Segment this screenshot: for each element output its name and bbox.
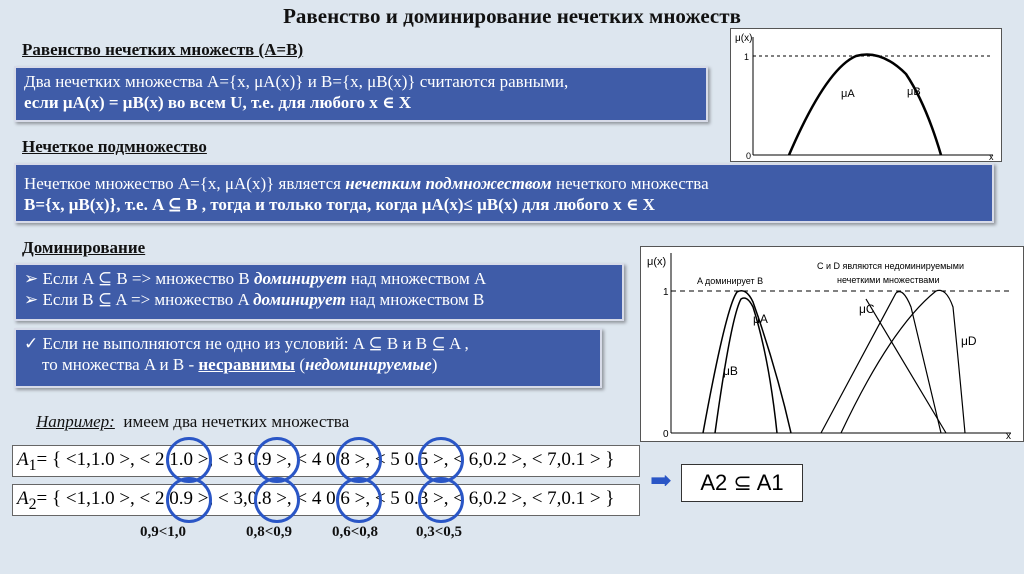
bullet-icon: ➢ [24,290,43,309]
plot1-zero: 0 [746,151,752,161]
checkmark-icon: ✓ [24,334,43,353]
highlight-circle [418,477,464,523]
incomparable-line1-text: Если не выполняются не одно из условий: A ⊆ B и B ⊆ A , [42,334,469,353]
mu-d-left [866,299,946,433]
plot1-ylabel: μ(x) [735,33,753,44]
equality-plot [730,28,1002,162]
plot2-label-a: μA [753,312,768,326]
dominance-item2-c: над множеством B [345,290,485,309]
dominance-item2-term: доминирует [253,290,346,309]
example-caption [36,412,349,432]
dominance-heading: Доминирование [22,238,146,257]
set-a1-sub: 1 [28,456,37,474]
plot2-note-right2: нечеткими множествами [837,275,940,285]
right-arrow-icon: ➡ [650,466,672,495]
dominance-item1-term: доминирует [254,269,347,288]
equality-line1: Два нечетких множества A={x, μA(x)} и B={x, μB(x)} считаются равными, [24,72,569,91]
plot1-label-a: μA [841,88,855,100]
plot1-one: 1 [744,52,750,62]
equality-line2: если μA(x) = μB(x) во всем U, т.е. для любого x ∈ X [24,93,412,112]
incomparable-box [14,328,602,388]
comparison-2: 0,8<0,9 [246,524,293,540]
highlight-circle [336,477,382,523]
dominance-item2-a: Если B ⊆ A => множество A [42,290,254,309]
plot2-one: 1 [663,287,669,298]
set-a2-body: = { <1,1.0 >, < 2 0.9 >, < 3,0.8 >, < 4 0.6 >, < 5 0.3 >, < 6,0.2 >, < 7,0.1 > } [36,488,615,509]
set-a1-name: A [17,449,29,470]
example-text: имеем два нечетких множества [123,412,350,431]
dominance-item1-c: над множеством A [346,269,487,288]
set-a2 [12,484,640,516]
plot2-label-c: μC [859,302,875,316]
comparison-3: 0,6<0,8 [332,524,379,540]
dominance-box [14,263,624,321]
dominance-item2 [24,289,614,310]
subset-line1-a: Нечеткое множество A={x, μA(x)} является [24,174,346,193]
highlight-circle [254,477,300,523]
bullet-icon: ➢ [24,269,43,288]
plot2-note-right1: C и D являются недоминируемыми [817,261,964,271]
equality-heading: Равенство нечетких множеств (A=B) [22,40,304,59]
incomparable-line2-e: ) [431,355,438,374]
dominance-plot [640,246,1024,442]
subset-box [14,163,994,223]
subset-line1-c: нечеткого множества [551,174,709,193]
incomparable-line2-c: ( [295,355,305,374]
plot2-ylabel: μ(x) [647,256,667,268]
incomparable-line2-a: то множества A и B - [42,355,199,374]
plot1-xlabel: x [989,152,994,161]
mu-a-curve [703,291,791,433]
plot2-label-b: μB [723,364,738,378]
subset-heading: Нечеткое подмножество [22,137,207,156]
plot2-zero: 0 [663,429,669,440]
mu-c-right [896,292,941,433]
result-box: A2 ⊆ A1 [681,464,803,502]
plot1-label-b: μB [907,86,921,98]
subset-line2: B={x, μB(x)}, т.е. A ⊆ B , тогда и только тогда, когда μA(x)≤ μB(x) для любого x ∈ X [24,195,655,214]
comparison-1: 0,9<1,0 [140,524,187,540]
set-a2-name: A [17,488,29,509]
incomparable-line1 [24,333,592,354]
subset-line1 [24,173,984,194]
plot2-label-d: μD [961,334,977,348]
dominance-item1 [24,268,614,289]
page-title: Равенство и доминирование нечетких множеств [283,4,741,28]
mu-curve [789,54,941,155]
example-label: Например: [36,412,115,431]
dominance-plot-svg [641,247,1023,441]
plot2-note-left: A доминирует B [697,276,764,286]
incomparable-term2: недоминируемые [304,355,432,374]
set-a1-body: = { <1,1.0 >, < 2 1.0 >, < 3 0.9 >, < 4 0.8 >, < 5 0.5 >, < 6,0.2 >, < 7,0.1 > } [36,449,615,470]
incomparable-line2 [24,354,592,375]
incomparable-term: несравнимы [198,355,296,374]
set-a2-sub: 2 [28,495,37,513]
highlight-circle [166,477,212,523]
set-a1 [12,445,640,477]
subset-term: нечетким подмножеством [345,174,552,193]
equality-box [14,66,708,122]
comparison-4: 0,3<0,5 [416,524,463,540]
equality-plot-svg [731,29,1001,161]
dominance-item1-a: Если A ⊆ B => множество B [42,269,255,288]
plot2-xlabel: x [1006,431,1011,441]
